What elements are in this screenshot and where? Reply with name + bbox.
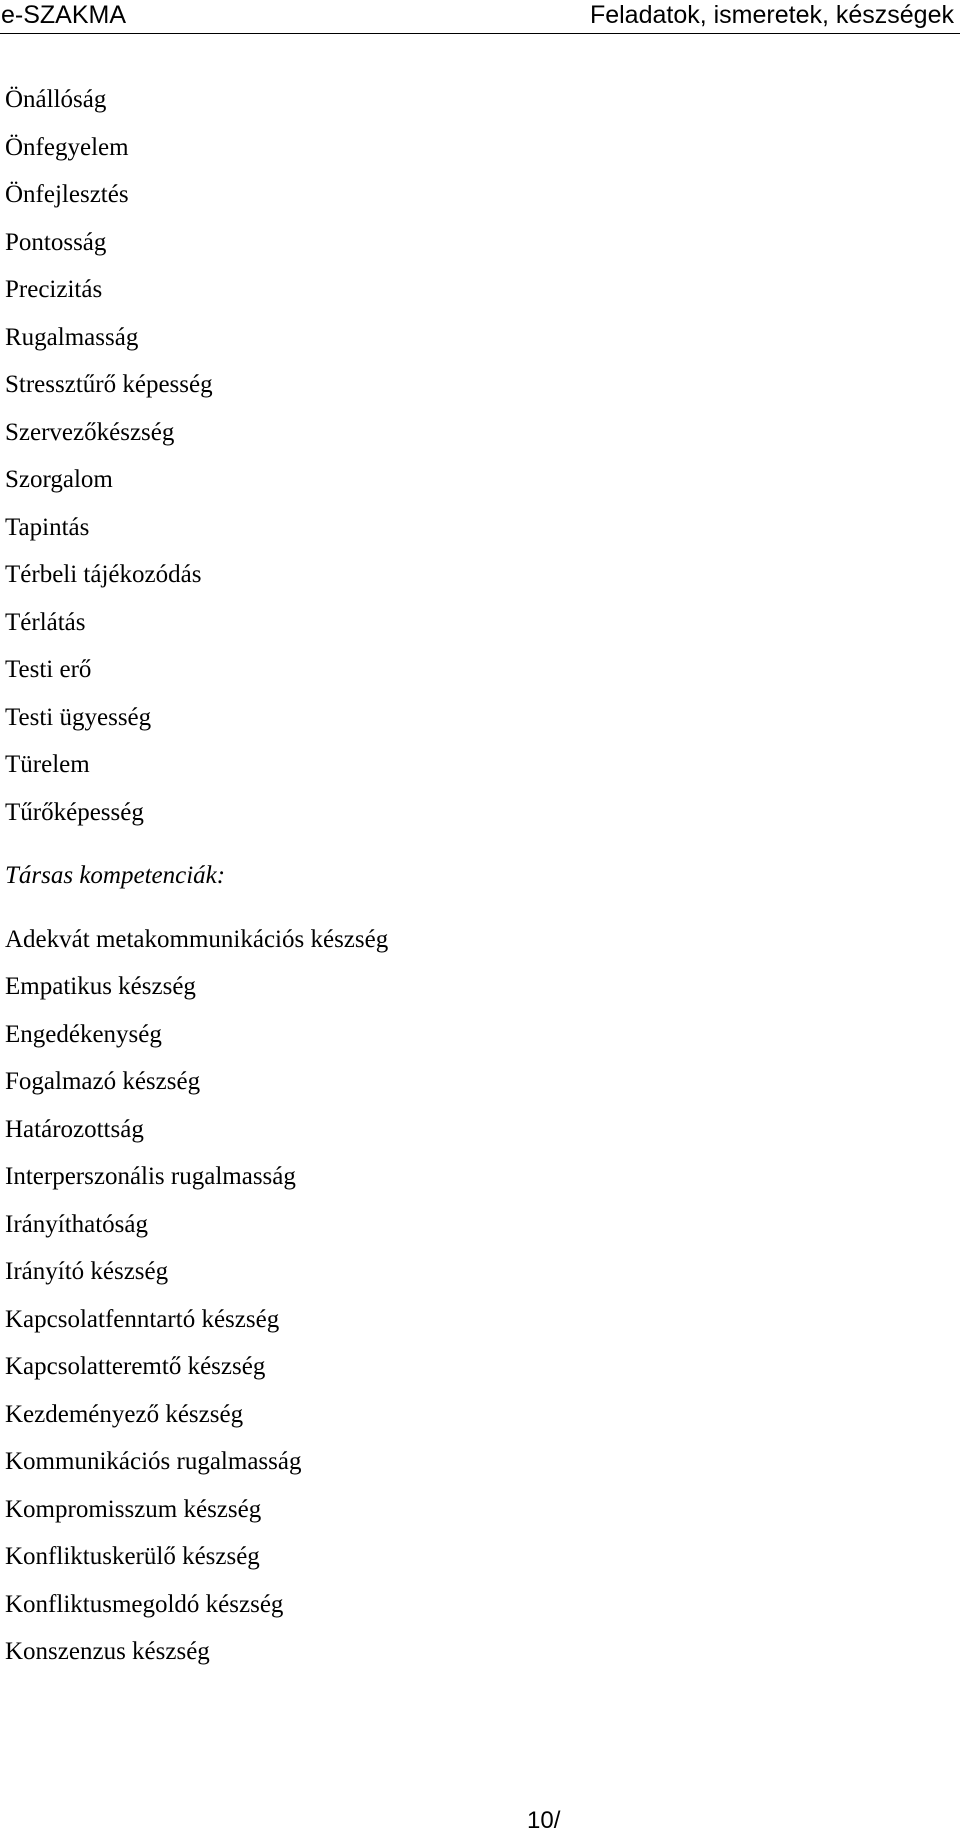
list-item: Önfegyelem <box>5 133 129 161</box>
list-item: Szorgalom <box>5 466 113 493</box>
list-item: Kezdeményező készség <box>5 1400 244 1428</box>
list-item: Fogalmazó készség <box>5 1068 201 1095</box>
list-item: Empatikus készség <box>5 973 196 1000</box>
personal-competency-list <box>5 80 945 840</box>
list-item: Irányító készség <box>5 1258 169 1285</box>
list-item: Tapintás <box>5 513 90 541</box>
list-item: Engedékenység <box>5 1020 162 1048</box>
header-divider <box>0 33 960 34</box>
list-item: Stressztűrő képesség <box>5 371 213 398</box>
list-item: Adekvát metakommunikációs készség <box>5 925 389 953</box>
list-item: Konfliktusmegoldó készség <box>5 1590 284 1618</box>
list-item: Tűrőképesség <box>5 798 144 826</box>
list-item: Kapcsolatteremtő készség <box>5 1353 266 1380</box>
list-item: Térlátás <box>5 608 86 636</box>
section-heading-social: Társas kompetenciák: <box>5 862 226 889</box>
social-competency-list <box>5 920 945 1680</box>
list-item: Precizitás <box>5 276 103 303</box>
page-number: 10/ <box>527 1807 561 1834</box>
list-item: Irányíthatóság <box>5 1210 149 1238</box>
list-item: Kapcsolatfenntartó készség <box>5 1305 280 1333</box>
list-item: Önfejlesztés <box>5 181 129 208</box>
header-brand: e-SZAKMA <box>1 1 127 29</box>
list-item: Pontosság <box>5 228 107 256</box>
list-item: Kommunikációs rugalmasság <box>5 1448 302 1475</box>
list-item: Türelem <box>5 751 90 778</box>
list-item: Kompromisszum készség <box>5 1495 262 1523</box>
header-section-title: Feladatok, ismeretek, készségek <box>589 1 954 29</box>
list-item: Szervezőkészség <box>5 418 175 446</box>
list-item: Testi erő <box>5 656 92 683</box>
list-item: Rugalmasság <box>5 323 139 351</box>
list-item: Konszenzus készség <box>5 1638 210 1665</box>
list-item: Konfliktuskerülő készség <box>5 1543 260 1570</box>
page-header <box>0 0 960 34</box>
list-item: Testi ügyesség <box>5 703 152 731</box>
list-item: Határozottság <box>5 1115 144 1143</box>
document-body <box>5 80 945 1680</box>
list-item: Interperszonális rugalmasság <box>5 1163 296 1190</box>
list-item: Önállóság <box>5 86 107 113</box>
list-item: Térbeli tájékozódás <box>5 561 202 588</box>
